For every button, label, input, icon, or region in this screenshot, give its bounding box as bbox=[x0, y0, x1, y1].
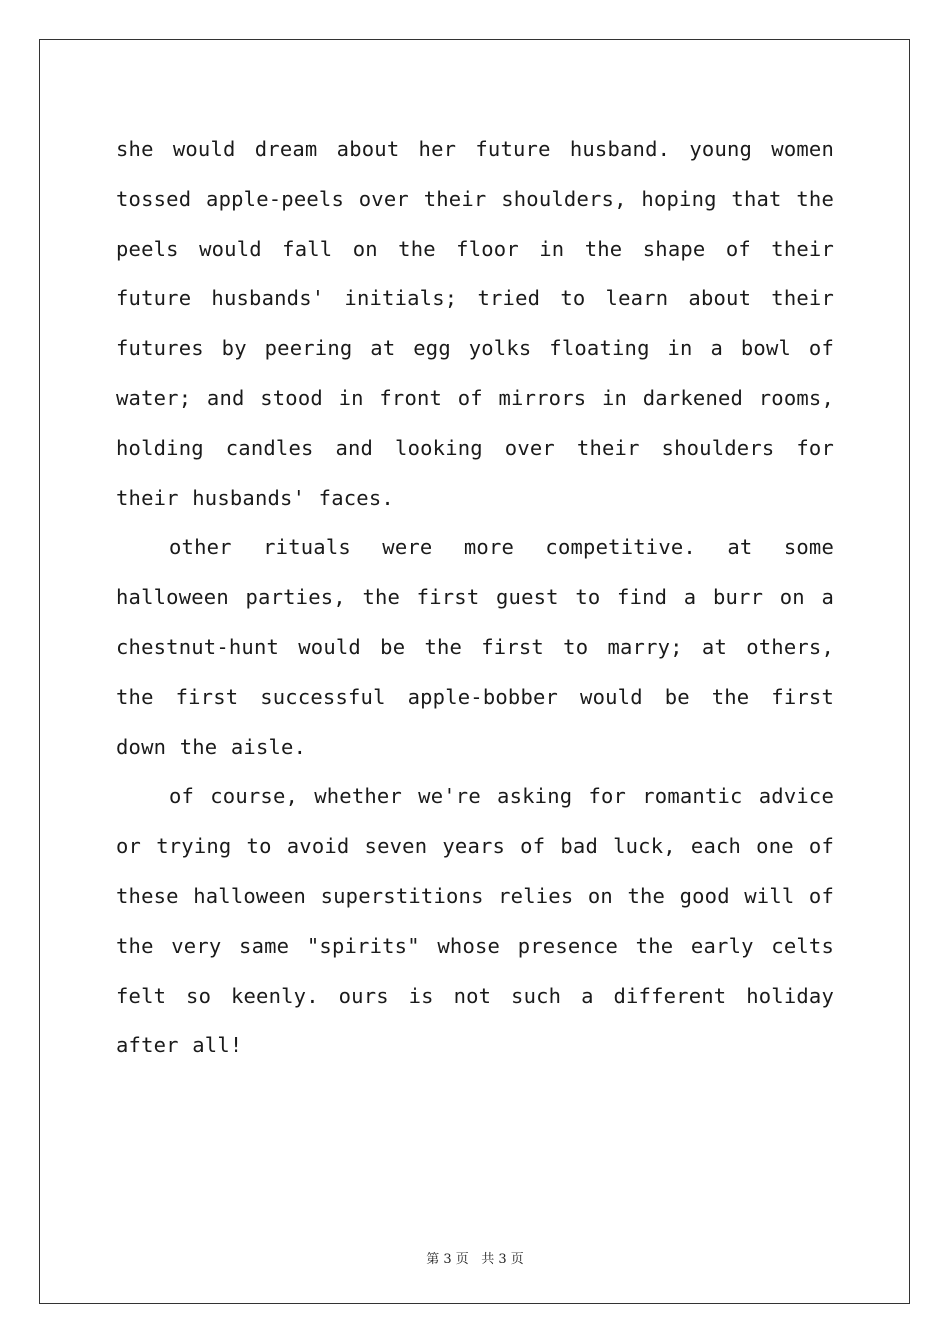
paragraph-2: other rituals were more competitive. at some halloween parties, the first guest to find a burr on a chestnut-hunt would be the first to marry; at others, the first successful apple-bobber would be the first down the aisle. bbox=[116, 535, 834, 759]
page-number-footer: 第 3 页 共 3 页 bbox=[426, 1252, 524, 1267]
document-body bbox=[116, 125, 834, 1071]
paragraph-1: she would dream about her future husband. young women tossed apple-peels over their shoulders, hoping that the peels would fall on the floor in the shape of their future husbands' initials; tried to learn about their futures by peering at egg yolks floating in a bowl of water; and stood in front of mirrors in darkened rooms, holding candles and looking over their shoulders for their husbands' faces. bbox=[116, 137, 834, 510]
paragraph-3: of course, whether we're asking for romantic advice or trying to avoid seven years of bad luck, each one of these halloween superstitions relies on the good will of the very same "spirits" whose presence the early celts felt so keenly. ours is not such a different holiday after all! bbox=[116, 784, 834, 1058]
